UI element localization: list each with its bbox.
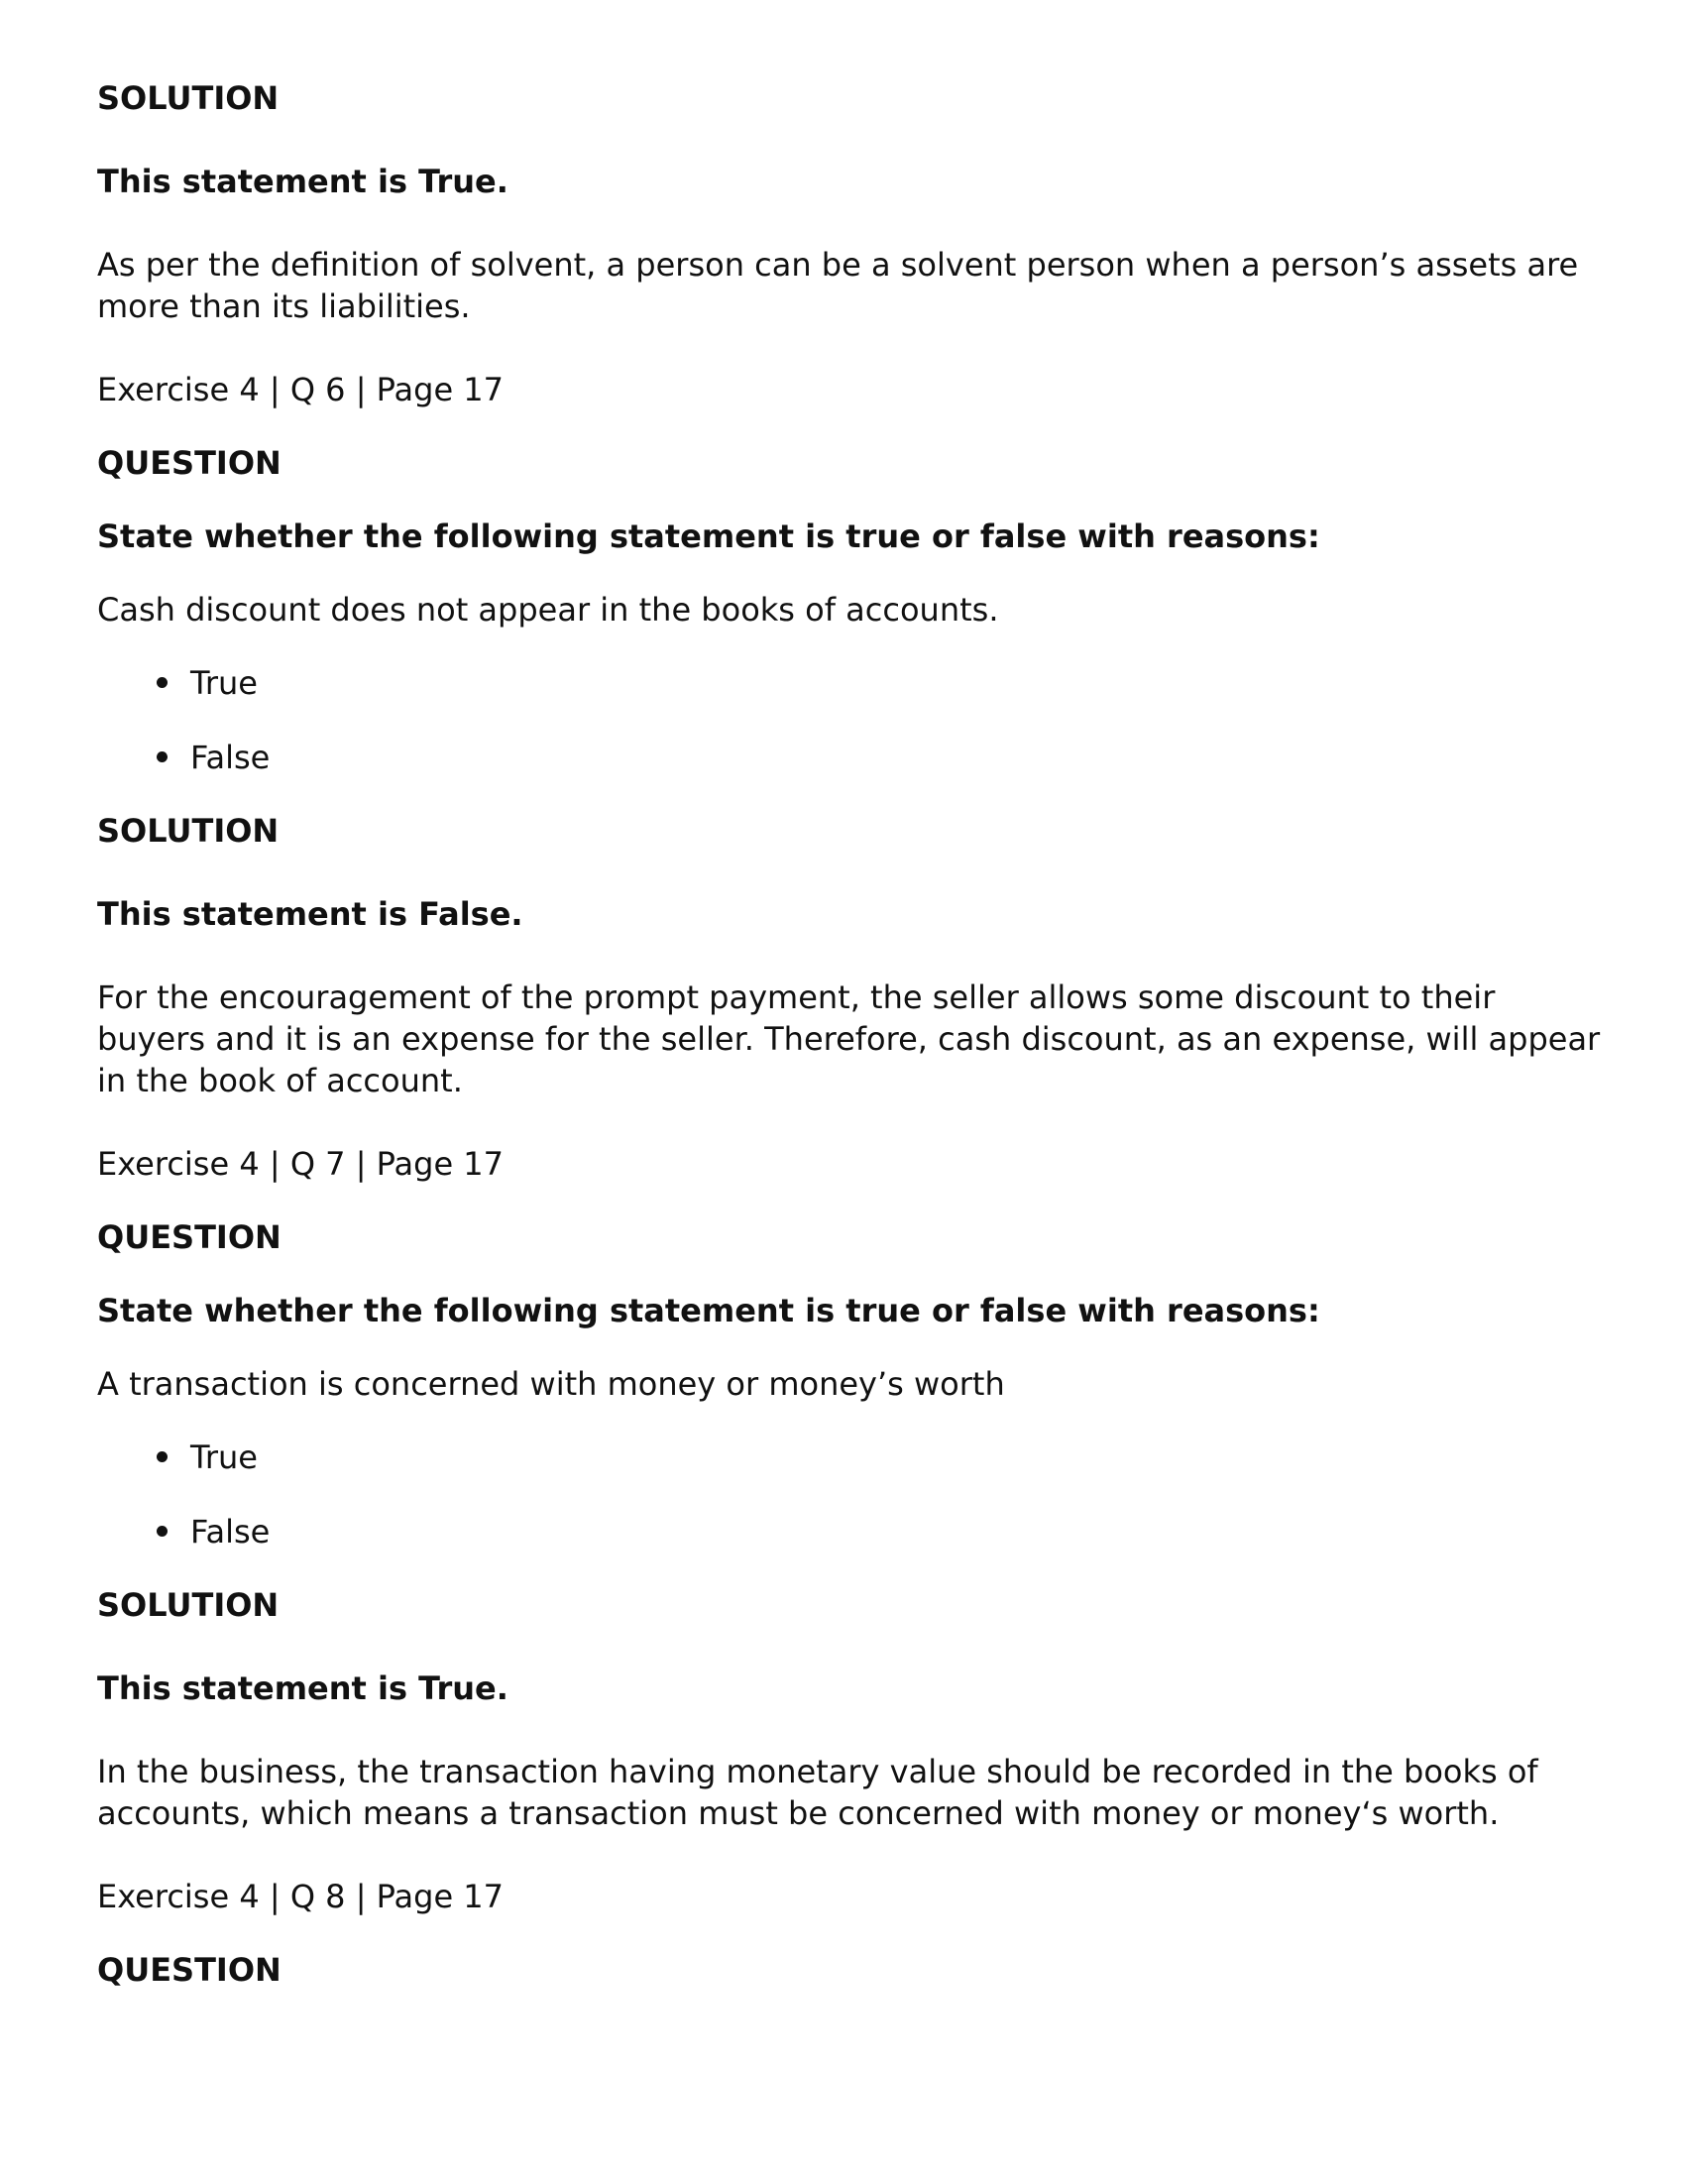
solution-label: SOLUTION <box>97 79 280 117</box>
solution-statement: This statement is True. <box>97 163 508 200</box>
question-label: QUESTION <box>97 444 281 482</box>
answer-options <box>97 1437 1604 1552</box>
question-prompt: State whether the following statement is true or false with reasons: <box>97 1292 1320 1329</box>
option-label: False <box>190 739 271 776</box>
option-label: False <box>190 1513 271 1551</box>
solution-label: SOLUTION <box>97 812 280 850</box>
question-prompt: State whether the following statement is true or false with reasons: <box>97 517 1320 555</box>
option-item <box>97 1511 1604 1552</box>
option-label: True <box>190 1438 258 1476</box>
option-item <box>97 1437 1604 1478</box>
option-item <box>97 662 1604 704</box>
bullet-icon <box>157 751 168 762</box>
document-page <box>97 77 1604 2022</box>
exercise-reference: Exercise 4 | Q 6 | Page 17 <box>97 371 505 408</box>
answer-options <box>97 662 1604 778</box>
solution-statement: This statement is True. <box>97 1669 508 1707</box>
solution-explanation: For the encouragement of the prompt payment, the seller allows some discount to their buyers and it is an expense for the seller. Therefore, cash discount, as an expense, will appear in the book of account. <box>97 978 1601 1099</box>
bullet-icon <box>157 1451 168 1462</box>
bullet-icon <box>157 1526 168 1537</box>
bullet-icon <box>157 677 168 688</box>
question-text: Cash discount does not appear in the books of accounts. <box>97 591 999 629</box>
question-label: QUESTION <box>97 1951 281 1989</box>
option-label: True <box>190 664 258 702</box>
question-label: QUESTION <box>97 1218 281 1256</box>
question-text: A transaction is concerned with money or money’s worth <box>97 1365 1005 1403</box>
solution-explanation: As per the definition of solvent, a person can be a solvent person when a person’s assets are more than its liabilities. <box>97 246 1579 325</box>
solution-statement: This statement is False. <box>97 895 523 933</box>
option-item <box>97 737 1604 778</box>
exercise-reference: Exercise 4 | Q 7 | Page 17 <box>97 1145 505 1183</box>
solution-label: SOLUTION <box>97 1586 280 1624</box>
solution-explanation: In the business, the transaction having monetary value should be recorded in the books of accounts, which means a transaction must be concerned with money or money‘s worth. <box>97 1753 1538 1832</box>
exercise-reference: Exercise 4 | Q 8 | Page 17 <box>97 1878 505 1915</box>
